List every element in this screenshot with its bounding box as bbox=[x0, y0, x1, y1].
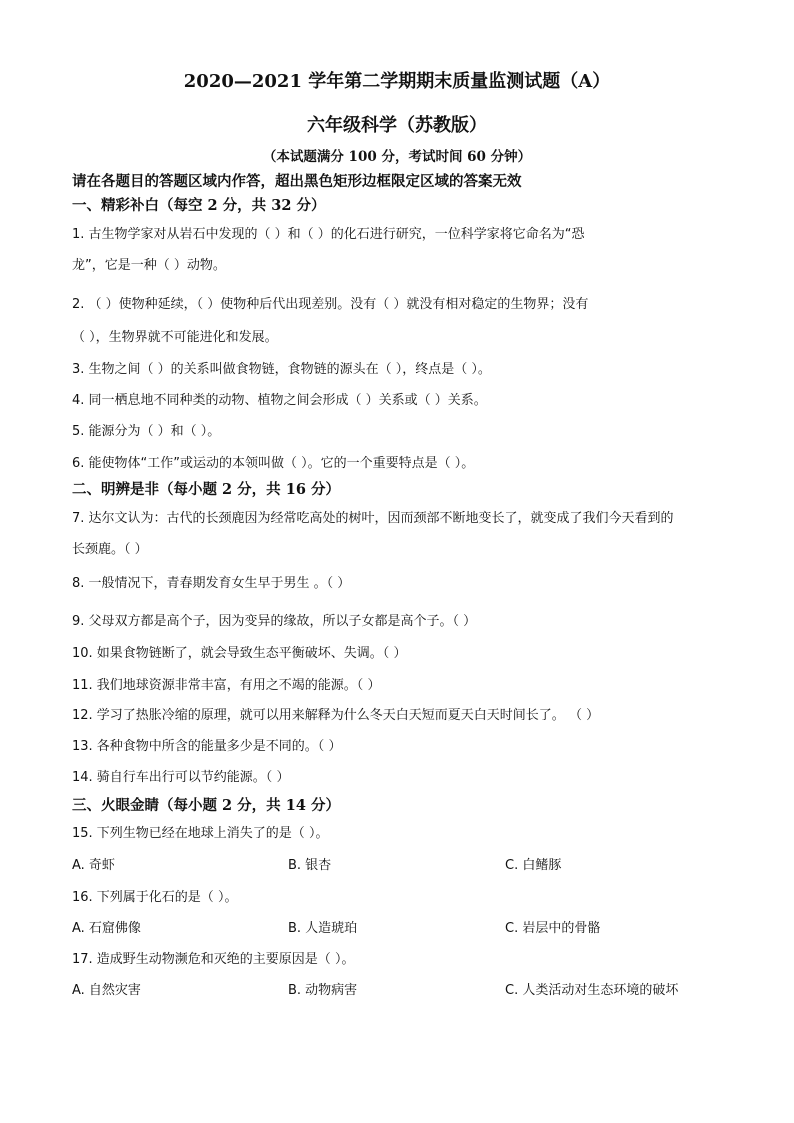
question-6: 6. 能使物体“工作”或运动的本领叫做（ ）。它的一个重要特点是（ ）。 bbox=[72, 456, 475, 471]
question-9: 9. 父母双方都是高个子，因为变异的缘故，所以子女都是高个子。（ ） bbox=[72, 614, 477, 629]
question-14: 14. 骑自行车出行可以节约能源。（ ） bbox=[72, 770, 290, 785]
question-5: 5. 能源分为（ ）和（ ）。 bbox=[72, 424, 221, 439]
question-3: 3. 生物之间（ ）的关系叫做食物链，食物链的源头在（ ），终点是（ ）。 bbox=[72, 362, 491, 377]
question-2-line-1: 2. （ ）使物种延续，（ ）使物种后代出现差别。没有（ ）就没有相对稳定的生物界；没有 bbox=[72, 297, 589, 312]
page-title: 2020—2021 学年第二学期期末质量监测试题（A） bbox=[183, 71, 611, 92]
question-10: 10. 如果食物链断了，就会导致生态平衡破坏、失调。（ ） bbox=[72, 646, 407, 661]
section-3-heading: 三、火眼金睛（每小题 2 分，共 14 分） bbox=[72, 797, 340, 814]
question-4: 4. 同一栖息地不同种类的动物、植物之间会形成（ ）关系或（ ）关系。 bbox=[72, 393, 487, 408]
question-15-option-a: A. 奇虾 bbox=[72, 858, 115, 873]
question-2-line-2: （ ），生物界就不可能进化和发展。 bbox=[72, 330, 278, 345]
exam-info: （本试题满分 100 分，考试时间 60 分钟） bbox=[262, 149, 532, 165]
exam-notice: 请在各题目的答题区域内作答，超出黑色矩形边框限定区域的答案无效 bbox=[72, 173, 522, 190]
question-15-option-c: C. 白鳍豚 bbox=[505, 858, 562, 873]
question-15-option-b: B. 银杏 bbox=[288, 858, 332, 873]
question-17-option-a: A. 自然灾害 bbox=[72, 983, 141, 998]
question-17: 17. 造成野生动物濒危和灭绝的主要原因是（ ）。 bbox=[72, 952, 355, 967]
question-16-option-b: B. 人造琥珀 bbox=[288, 921, 358, 936]
question-7-line-2: 长颈鹿。（ ） bbox=[72, 542, 148, 557]
question-13: 13. 各种食物中所含的能量多少是不同的。（ ） bbox=[72, 739, 342, 754]
question-17-option-c: C. 人类活动对生态环境的破坏 bbox=[505, 983, 679, 998]
question-16-option-a: A. 石窟佛像 bbox=[72, 921, 141, 936]
question-8: 8. 一般情况下，青春期发育女生早于男生 。（ ） bbox=[72, 576, 351, 591]
question-17-option-b: B. 动物病害 bbox=[288, 983, 358, 998]
question-7-line-1: 7. 达尔文认为：古代的长颈鹿因为经常吃高处的树叶，因而颈部不断地变长了，就变成了我们今天看到的 bbox=[72, 511, 674, 526]
question-16-option-c: C. 岩层中的骨骼 bbox=[505, 921, 601, 936]
section-1-heading: 一、精彩补白（每空 2 分，共 32 分） bbox=[72, 197, 326, 214]
page-subtitle: 六年级科学（苏教版） bbox=[307, 115, 487, 136]
question-12: 12. 学习了热胀冷缩的原理，就可以用来解释为什么冬天白天短而夏天白天时间长了。 （ ） bbox=[72, 708, 600, 723]
question-11: 11. 我们地球资源非常丰富，有用之不竭的能源。（ ） bbox=[72, 678, 381, 693]
question-15: 15. 下列生物已经在地球上消失了的是（ ）。 bbox=[72, 826, 329, 841]
section-2-heading: 二、明辨是非（每小题 2 分，共 16 分） bbox=[72, 481, 340, 498]
question-16: 16. 下列属于化石的是（ ）。 bbox=[72, 890, 238, 905]
question-1-line-2: 龙”，它是一种（ ）动物。 bbox=[72, 258, 226, 273]
question-1-line-1: 1. 古生物学家对从岩石中发现的（ ）和（ ）的化石进行研究，一位科学家将它命名为“恐 bbox=[72, 227, 585, 242]
